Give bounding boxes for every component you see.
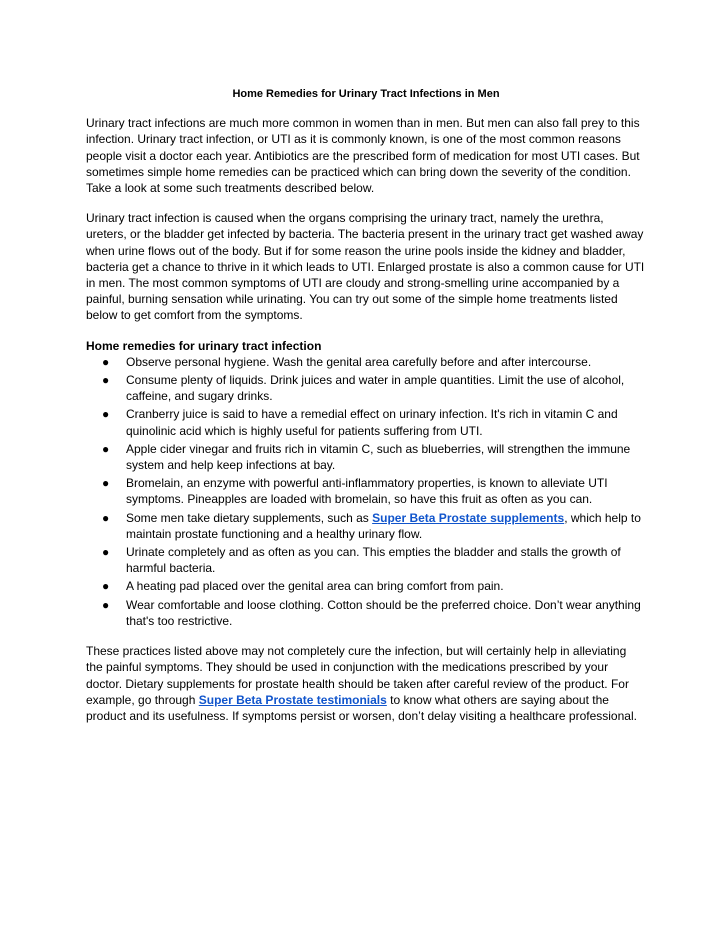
bullet-icon: ● — [102, 441, 110, 456]
remedy-text: Urinate completely and as often as you can. This empties the bladder and stalls the growth of harmful bacteria. — [126, 545, 621, 576]
remedy-text — [126, 511, 641, 541]
list-item — [86, 578, 646, 594]
supplements-link[interactable]: Super Beta Prostate supplements — [372, 510, 565, 525]
remedies-list — [86, 354, 646, 629]
cause-paragraph: Urinary tract infection is caused when the organs comprising the urinary tract, namely the urethra, ureters, or the bladder get infected by bacteria. The bacteria present in the urinary tract get washed away when urine flows out of the body. But if for some reason the urine pools inside the kidney and bladder, bacteria get a chance to thrive in it which leads to UTI. Enlarged prostate is also a common cause for UTI in men. The most common symptoms of UTI are cloudy and strong-smelling urine accompanied by a painful, burning sensation while urinating. You can try out some of the simple home treatments listed below to get comfort from the symptoms. — [86, 211, 645, 323]
bullet-icon: ● — [102, 354, 110, 369]
intro-paragraph: Urinary tract infections are much more common in women than in men. But men can also fall prey to this infection. Urinary tract infection, or UTI as it is commonly known, is one of the most common reasons people visit a doctor each year. Antibiotics are the prescribed form of medication for most UTI cases. But sometimes simple home remedies can be practiced which can bring down the severity of the condition. Take a look at some such treatments described below. — [86, 116, 640, 196]
list-item — [86, 544, 646, 576]
closing-text-after-link: to know what others are saying about the product and its usefulness. If symptoms persist or worsen, don’t delay visiting a healthcare professional. — [86, 692, 637, 723]
closing-paragraph — [86, 643, 646, 724]
closing-text-before-link: These practices listed above may not completely cure the infection, but will certainly help in alleviating the painful symptoms. They should be used in conjunction with the medications prescribed by your doctor. Dietary supplements for prostate health should be taken after careful review of the product. For example, go through — [86, 644, 629, 707]
bullet-icon: ● — [102, 476, 110, 491]
bullet-icon: ● — [102, 597, 110, 612]
remedies-heading: Home remedies for urinary tract infection — [86, 338, 322, 353]
list-item — [86, 372, 646, 404]
list-item — [86, 441, 646, 473]
bullet-icon: ● — [102, 407, 110, 422]
remedy-text: Apple cider vinegar and fruits rich in vitamin C, such as blueberries, will strengthen the immune system and help keep infections at bay. — [126, 441, 631, 473]
remedy-text: Consume plenty of liquids. Drink juices and water in ample quantities. Limit the use of alcohol, caffeine, and sugary drinks. — [126, 373, 625, 404]
bullet-icon: ● — [102, 579, 110, 594]
remedy-text-after-link: , which help to maintain prostate functioning and a healthy urinary flow. — [126, 510, 641, 541]
list-item — [86, 510, 646, 542]
list-item — [86, 597, 646, 629]
remedy-text: Wear comfortable and loose clothing. Cotton should be the preferred choice. Don’t wear anything that's too restrictive. — [126, 597, 641, 628]
remedy-text: Bromelain, an enzyme with powerful anti-inflammatory properties, is known to alleviate UTI symptoms. Pineapples are loaded with bromelain, so have this fruit as often as you can. — [126, 476, 608, 507]
bullet-icon: ● — [102, 373, 110, 388]
testimonials-link[interactable]: Super Beta Prostate testimonials — [198, 692, 387, 707]
remedy-text: Cranberry juice is said to have a remedial effect on urinary infection. It's rich in vitamin C and quinolinic acid which is highly useful for patients suffering from UTI. — [126, 407, 618, 438]
remedy-text: A heating pad placed over the genital area can bring comfort from pain. — [126, 579, 504, 594]
bullet-icon: ● — [102, 510, 110, 525]
list-item — [86, 475, 646, 507]
list-item — [86, 354, 646, 370]
remedy-text-before-link: Some men take dietary supplements, such as — [126, 510, 373, 525]
document-title: Home Remedies for Urinary Tract Infections in Men — [232, 88, 500, 100]
remedy-text: Observe personal hygiene. Wash the genital area carefully before and after intercourse. — [126, 354, 592, 369]
bullet-icon: ● — [102, 545, 110, 560]
document-page — [86, 86, 646, 738]
list-item — [86, 406, 646, 438]
